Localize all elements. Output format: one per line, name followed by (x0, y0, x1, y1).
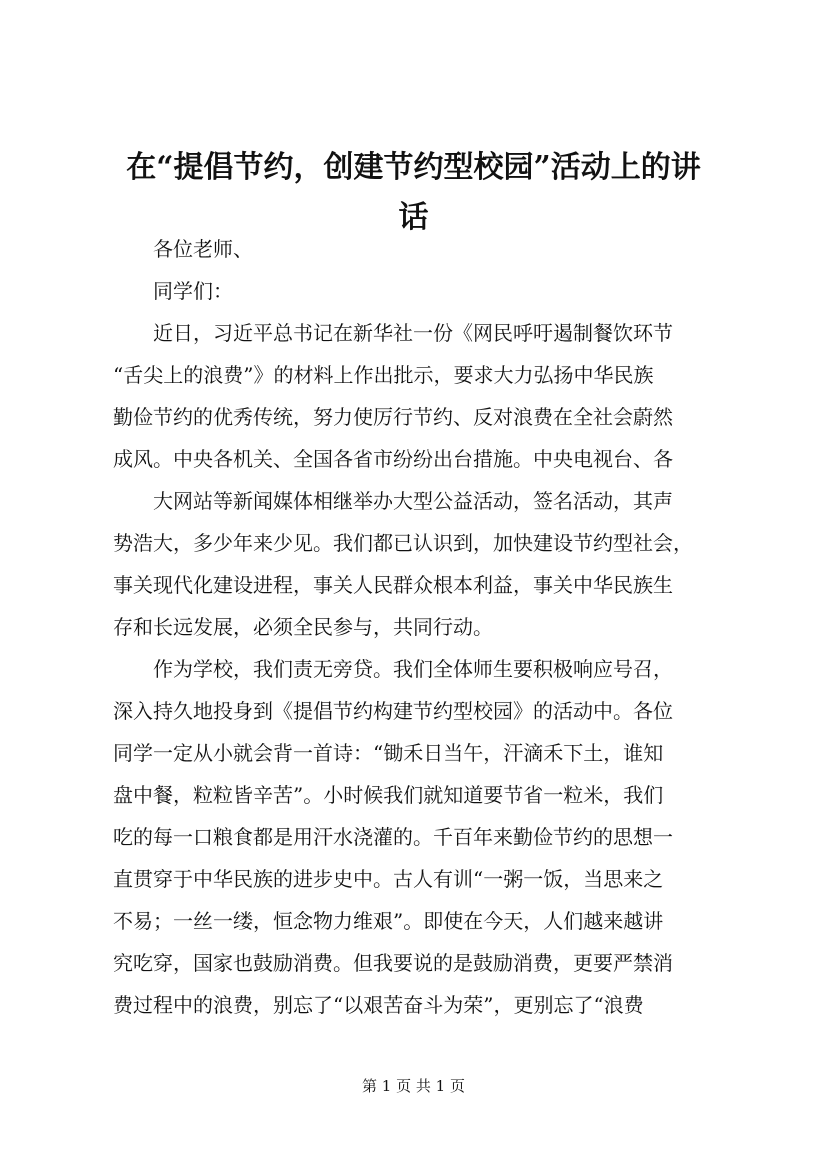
paragraph-line: 势浩大，多少年来少见。我们都已认识到，加快建设节约型社会， (113, 531, 693, 555)
paragraph-line: 作为学校，我们责无旁贷。我们全体师生要积极响应号召， (153, 657, 673, 681)
paragraph-line: 盘中餐，粒粒皆辛苦”。小时候我们就知道要节省一粒米，我们 (113, 783, 664, 807)
page-number-label: 第 1 页 共 1 页 (362, 1077, 465, 1095)
document-body (113, 228, 737, 1026)
paragraph-line: 事关现代化建设进程，事关人民群众根本利益，事关中华民族生 (113, 573, 673, 597)
paragraph-line: 勤俭节约的优秀传统，努力使厉行节约、反对浪费在全社会蔚然 (113, 405, 673, 429)
title-line-1: 在“提倡节约，创建节约型校园”活动上的讲 (126, 150, 701, 185)
paragraph-line: “舌尖上的浪费”》的材料上作出批示，要求大力弘扬中华民族 (113, 363, 654, 387)
salutation-line: 同学们： (153, 279, 233, 303)
paragraph-line: 费过程中的浪费，别忘了“以艰苦奋斗为荣”，更别忘了“浪费 (113, 993, 644, 1017)
paragraph-line: 吃的每一口粮食都是用汗水浇灌的。千百年来勤俭节约的思想一 (113, 825, 673, 849)
paragraph-line: 存和长远发展，必须全民参与，共同行动。 (113, 615, 493, 639)
paragraph-line: 直贯穿于中华民族的进步史中。古人有训“一粥一饭，当思来之 (113, 867, 664, 891)
title-line-2: 话 (398, 200, 429, 235)
salutation-line: 各位老师、 (153, 237, 253, 261)
paragraph-line: 同学一定从小就会背一首诗：“锄禾日当午，汗滴禾下土，谁知 (113, 741, 664, 765)
paragraph-line: 不易；一丝一缕，恒念物力维艰”。即使在今天，人们越来越讲 (113, 909, 664, 933)
paragraph-line: 深入持久地投身到《提倡节约构建节约型校园》的活动中。各位 (113, 699, 673, 723)
page-footer (0, 1076, 827, 1096)
paragraph-line: 大网站等新闻媒体相继举办大型公益活动，签名活动，其声 (153, 489, 673, 513)
paragraph-line: 近日，习近平总书记在新华社一份《网民呼吁遏制餐饮环节 (153, 321, 673, 345)
paragraph-line: 究吃穿，国家也鼓励消费。但我要说的是鼓励消费，更要严禁消 (113, 951, 673, 975)
paragraph-line: 成风。中央各机关、全国各省市纷纷出台措施。中央电视台、各 (113, 447, 673, 471)
